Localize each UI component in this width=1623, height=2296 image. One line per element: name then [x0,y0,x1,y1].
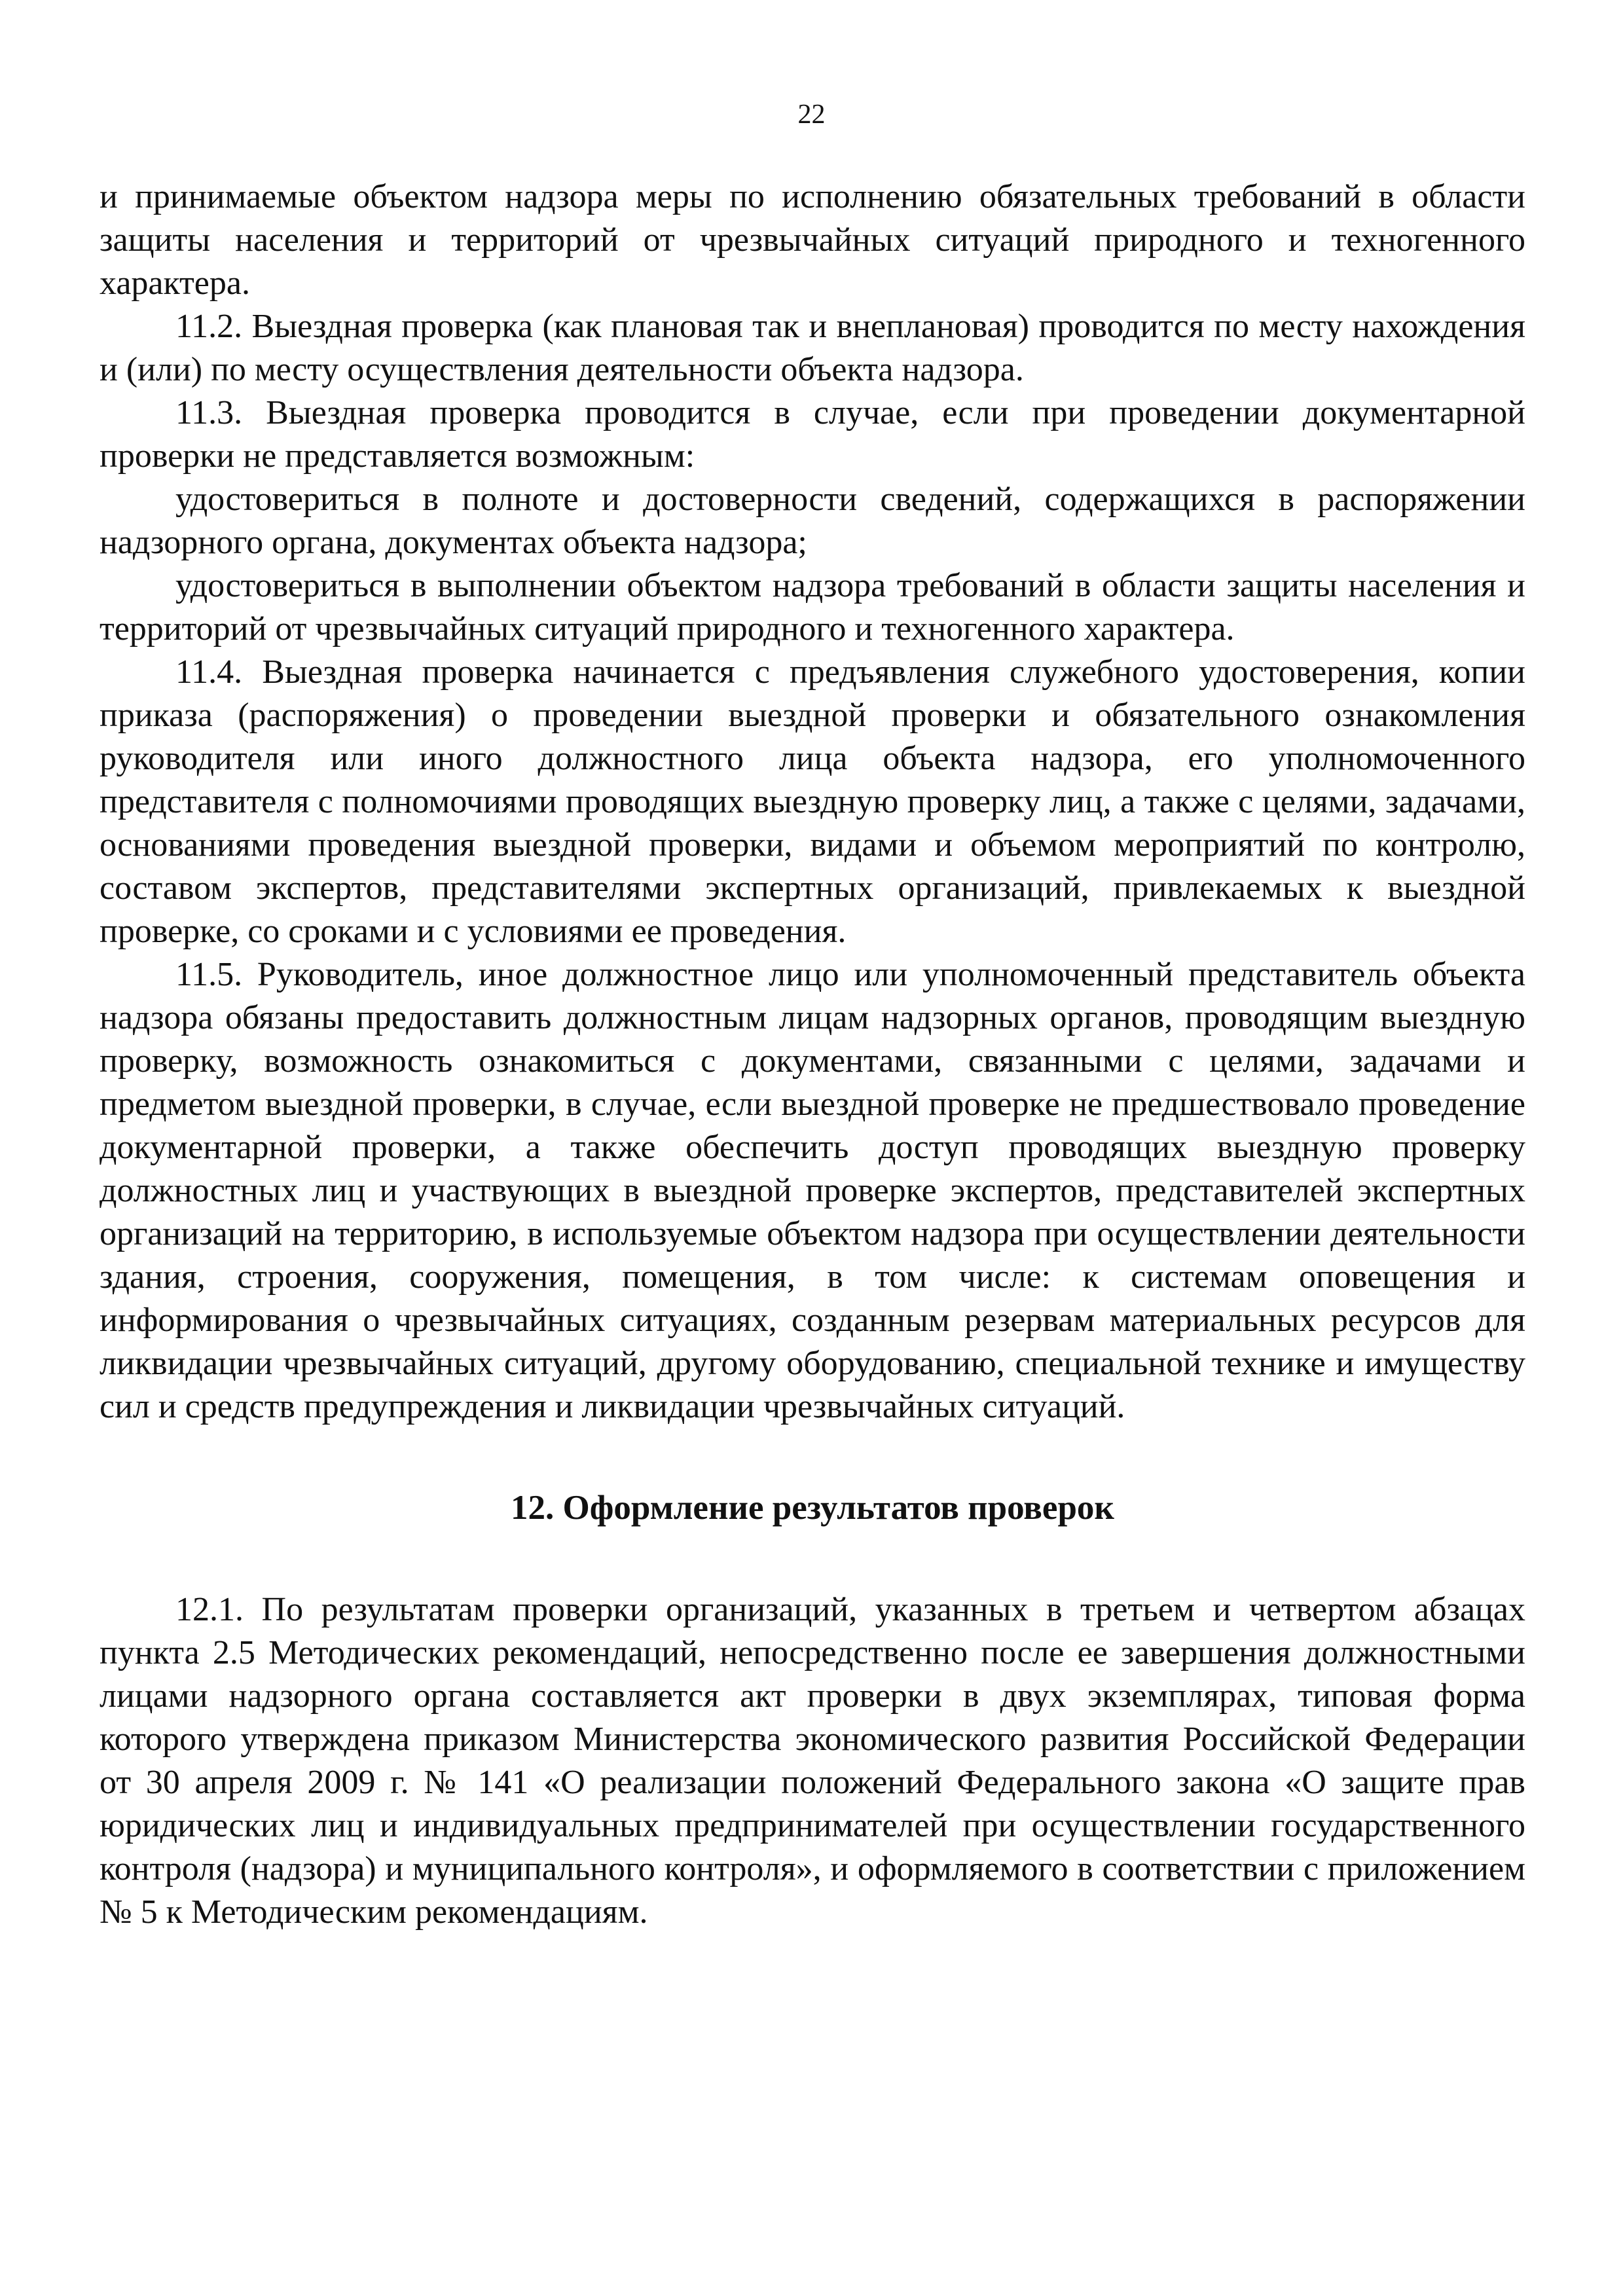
paragraph-11-2: 11.2. Выездная проверка (как плановая так и внеплановая) проводится по месту нахождения и (или) по месту осуществления деятельности объекта надзора. [100,308,1525,388]
paragraph-11-3: 11.3. Выездная проверка проводится в случае, если при проведении документарной проверки не представляется возможным: [100,394,1525,475]
paragraph-11-5: 11.5. Руководитель, иное должностное лицо или уполномоченный представитель объекта надзора обязаны предоставить должностным лицам надзорных органов, проводящим выездную проверку, возможность ознакомиться с документами, связанными с целями, задачами и предметом выездной проверки, в случае, если выездной проверке не предшествовало проведение документарной проверки, а также обеспечить доступ проводящих выездную проверку должностных лиц и участвующих в выездной проверке экспертов, представителей экспертных организаций на территорию, в используемые объектом надзора при осуществлении деятельности здания, строения, сооружения, помещения, в том числе: к системам оповещения и информирования о чрезвычайных ситуациях, созданным резервам материальных ресурсов для ликвидации чрезвычайных ситуаций, другому оборудованию, специальной технике и имуществу сил и средств предупреждения и ликвидации чрезвычайных ситуаций. [100,956,1525,1425]
paragraph-11-3-item-1: удостовериться в полноте и достоверности сведений, содержащихся в распоряжении надзорного органа, документах объекта надзора; [100,481,1525,561]
paragraph-11-3-item-2: удостовериться в выполнении объектом надзора требований в области защиты населения и территорий от чрезвычайных ситуаций природного и техногенного характера. [100,567,1525,647]
paragraph-11-4: 11.4. Выездная проверка начинается с предъявления служебного удостоверения, копии приказа (распоряжения) о проведении выездной проверки и обязательного ознакомления руководителя или иного должностного лица объекта надзора, его уполномоченного представителя с полномочиями проводящих выездную проверку лиц, а также с целями, задачами, основаниями проведения выездной проверки, видами и объемом мероприятий по контролю, составом экспертов, представителями экспертных организаций, привлекаемых к выездной проверке, со сроками и с условиями ее проведения. [100,653,1525,950]
paragraph-12-1: 12.1. По результатам проверки организаций, указанных в третьем и четвертом абзацах пункта 2.5 Методических рекомендаций, непосредственно после ее завершения должностными лицами надзорного органа составляется акт проверки в двух экземплярах, типовая форма которого утверждена приказом Министерства экономического развития Российской Федерации от 30 апреля 2009 г. № 141 «О реализации положений Федерального закона «О защите прав юридических лиц и индивидуальных предпринимателей при осуществлении государственного контроля (надзора) и муниципального контроля», и оформляемого в соответствии с приложением № 5 к Методическим рекомендациям. [100,1591,1525,1931]
page-number: 22 [797,100,826,130]
document-body [100,175,1525,1934]
paragraph-continuation: и принимаемые объектом надзора меры по исполнению обязательных требований в области защиты населения и территорий от чрезвычайных ситуаций природного и техногенного характера. [100,178,1525,302]
section-12-heading: 12. Оформление результатов проверок [511,1489,1114,1527]
